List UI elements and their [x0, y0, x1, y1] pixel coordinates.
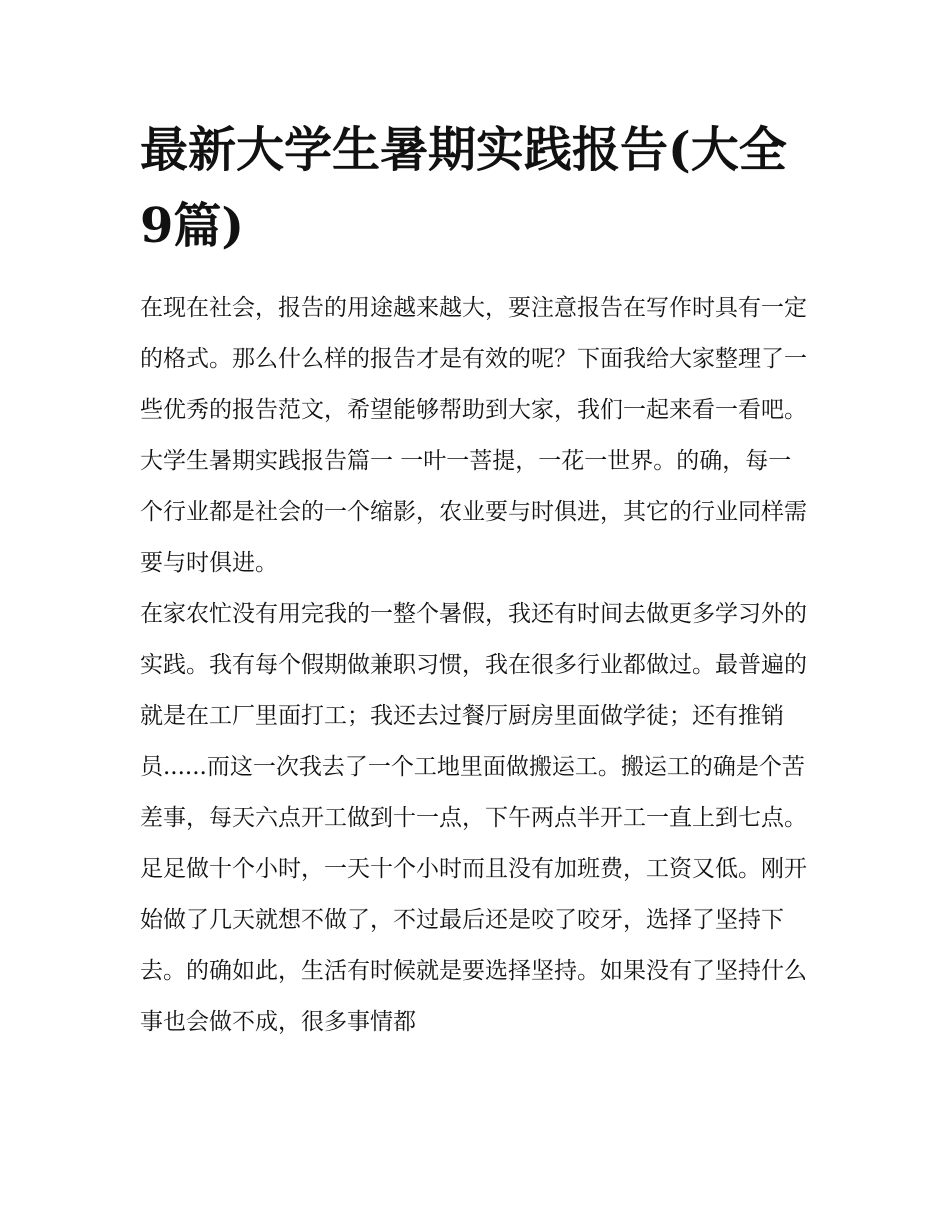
- paragraph-intro: 在现在社会，报告的用途越来越大，要注意报告在写作时具有一定的格式。那么什么样的报告才是有效的呢？下面我给大家整理了一些优秀的报告范文，希望能够帮助到大家，我们一起来看一看吧。: [140, 295, 807, 423]
- paragraph-section-one: 大学生暑期实践报告篇一 一叶一菩提，一花一世界。的确，每一个行业都是社会的一个缩影，农业要与时俱进，其它的行业同样需要与时俱进。: [140, 448, 807, 576]
- document-title: 最新大学生暑期实践报告(大全9篇): [140, 122, 787, 254]
- paragraph-body: 在家农忙没有用完我的一整个暑假，我还有时间去做更多学习外的实践。我有每个假期做兼职习惯，我在很多行业都做过。最普遍的就是在工厂里面打工；我还去过餐厅厨房里面做学徒；还有推销员......而这一次我去了一个工地里面做搬运工。搬运工的确是个苦差事，每天六点开工做到十一点，下午两点半开工一直上到七点。足足做十个小时，一天十个小时而且没有加班费，工资又低。刚开始做了几天就想不做了，不过最后还是咬了咬牙，选择了坚持下去。的确如此，生活有时候就是要选择坚持。如果没有了坚持什么事也会做不成，很多事情都: [140, 601, 807, 1035]
- document-body: [140, 112, 812, 1048]
